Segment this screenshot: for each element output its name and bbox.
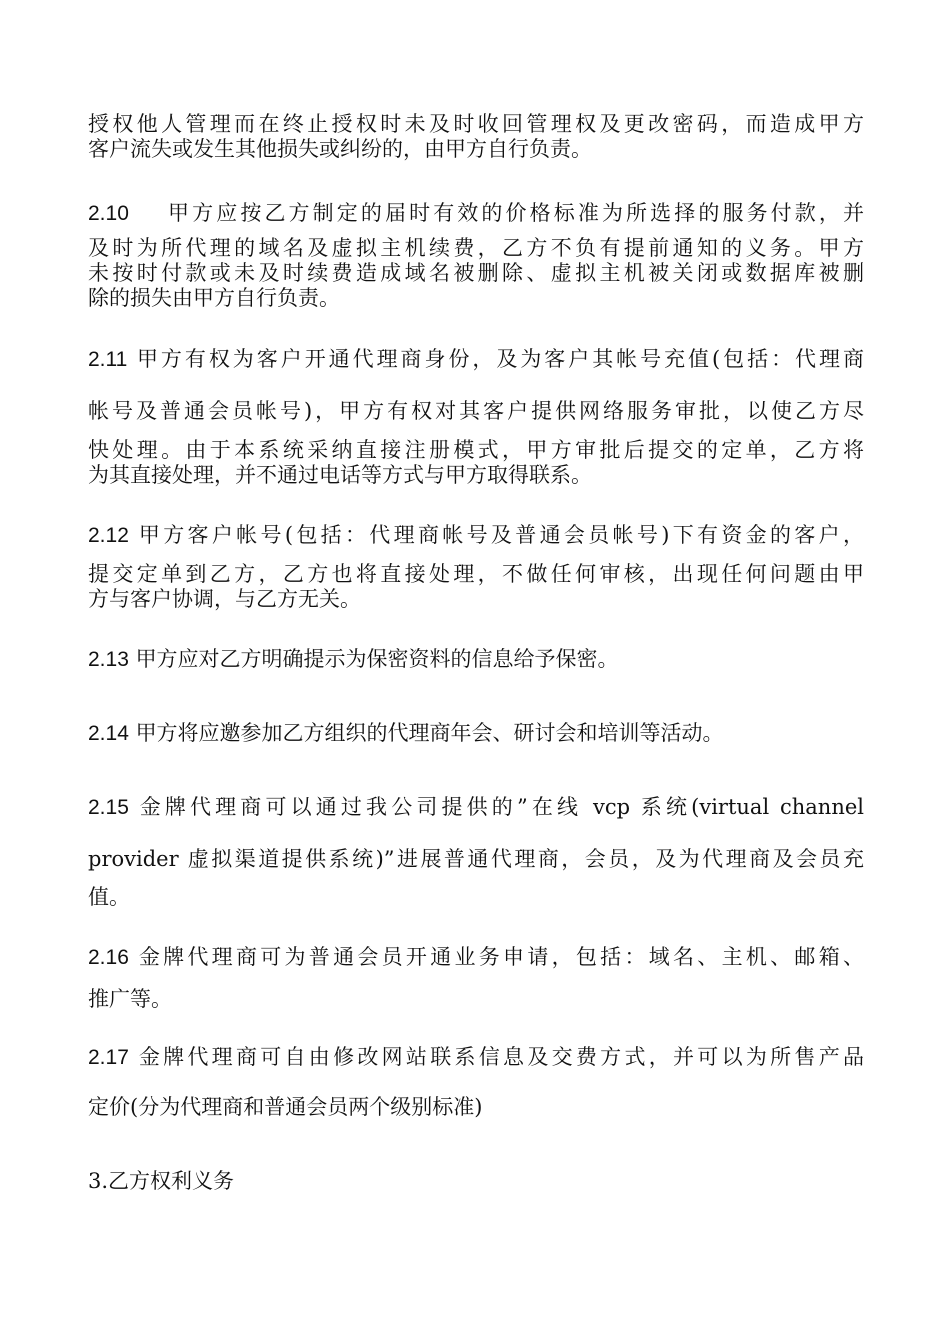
clause-text: 甲方将应邀参加乙方组织的代理商年会、研讨会和培训等活动。 — [135, 721, 724, 745]
clause-text: 金牌代理商可自由修改网站联系信息及交费方式，并可以为所售产品 — [138, 1045, 864, 1069]
text-line: 快处理。由于本系统采纳直接注册模式，甲方审批后提交的定单，乙方将 — [88, 438, 864, 462]
paragraph-2-10 — [88, 198, 864, 311]
clause-number: 2.13 — [88, 648, 129, 671]
text-line — [88, 198, 864, 229]
paragraph-2-15 — [88, 792, 864, 912]
text-line — [88, 520, 864, 551]
clause-number: 2.16 — [88, 946, 129, 969]
section-heading — [88, 1166, 864, 1196]
section-heading-text: 3.乙方权利义务 — [88, 1169, 235, 1193]
text-line — [88, 644, 864, 675]
clause-text: 甲方有权为客户开通代理商身份，及为客户其帐号充值(包括：代理商 — [136, 347, 864, 371]
clause-text: 甲方应对乙方明确提示为保密资料的信息给予保密。 — [135, 647, 619, 671]
clause-number: 2.14 — [88, 722, 129, 745]
text-line — [88, 718, 864, 749]
paragraph-2-17 — [88, 1042, 864, 1122]
text-line: 值。 — [88, 885, 130, 909]
clause-text: 甲方应按乙方制定的届时有效的价格标准为所选择的服务付款，并 — [168, 201, 865, 225]
paragraph-2-16 — [88, 942, 864, 1014]
text-line: 推广等。 — [88, 987, 172, 1011]
clause-number: 2.11 — [88, 348, 128, 371]
text-line: 帐号及普通会员帐号)，甲方有权对其客户提供网络服务审批，以使乙方尽 — [88, 399, 864, 423]
text-line — [88, 792, 864, 823]
clause-number: 2.15 — [88, 796, 129, 819]
paragraph-2-11 — [88, 344, 864, 488]
text-line: provider 虚拟渠道提供系统)”进展普通代理商，会员，及为代理商及会员充 — [88, 847, 864, 871]
text-line — [88, 344, 864, 375]
paragraph-2-9-continuation — [88, 112, 864, 162]
paragraph-2-12 — [88, 520, 864, 612]
text-line — [88, 942, 864, 973]
text-line: 为其直接处理，并不通过电话等方式与甲方取得联系。 — [88, 463, 592, 487]
text-line: 定价(分为代理商和普通会员两个级别标准) — [88, 1095, 483, 1119]
clause-number: 2.17 — [88, 1046, 129, 1069]
text-line: 及时为所代理的域名及虚拟主机续费，乙方不负有提前通知的义务。甲方 — [88, 236, 864, 260]
text-line: 授权他人管理而在终止授权时未及时收回管理权及更改密码，而造成甲方 — [88, 112, 864, 136]
text-line: 提交定单到乙方，乙方也将直接处理，不做任何审核，出现任何问题由甲 — [88, 562, 864, 586]
clause-text: 金牌代理商可以通过我公司提供的”在线 vcp 系统(virtual channel — [139, 795, 864, 819]
text-line — [88, 1042, 864, 1073]
clause-number: 2.10 — [88, 202, 129, 225]
clause-number: 2.12 — [88, 524, 129, 547]
text-line: 方与客户协调，与乙方无关。 — [88, 587, 361, 611]
text-line: 未按时付款或未及时续费造成域名被删除、虚拟主机被关闭或数据库被删 — [88, 261, 864, 285]
text-line: 客户流失或发生其他损失或纠纷的，由甲方自行负责。 — [88, 137, 592, 161]
clause-text: 金牌代理商可为普通会员开通业务申请，包括：域名、主机、邮箱、 — [138, 945, 864, 969]
paragraph-2-14 — [88, 718, 864, 749]
clause-text: 甲方客户帐号(包括：代理商帐号及普通会员帐号)下有资金的客户， — [138, 523, 864, 547]
text-line: 除的损失由甲方自行负责。 — [88, 286, 340, 310]
document-page — [88, 0, 864, 1344]
paragraph-2-13 — [88, 644, 864, 675]
